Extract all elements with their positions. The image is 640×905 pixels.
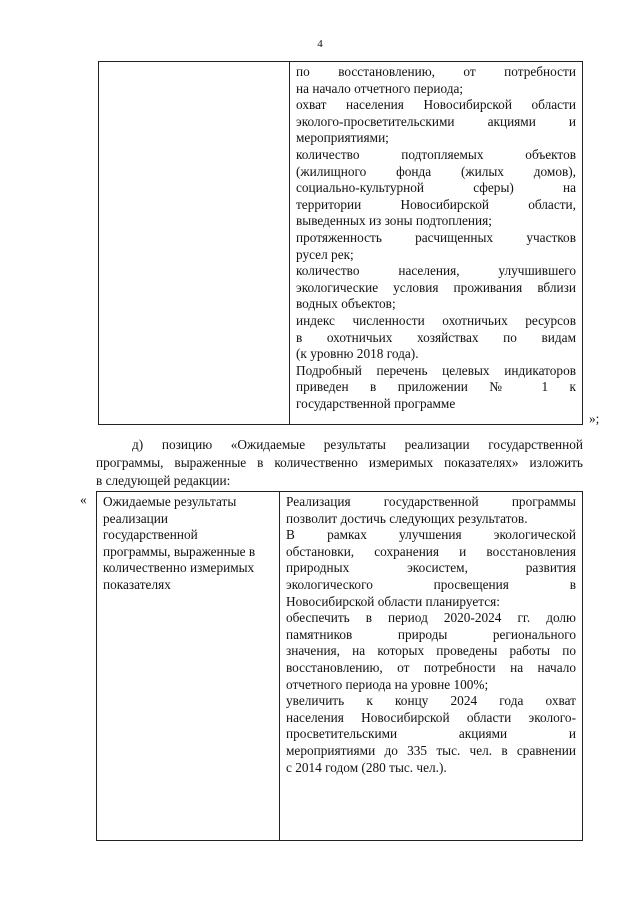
text-line: водных объектов; — [296, 296, 396, 312]
indicators-table-continued — [98, 61, 583, 425]
text-line: количество населения, улучшившего — [296, 263, 576, 279]
text-line: Подробный перечень целевых индикаторов — [296, 362, 576, 378]
text-line: охват населения Новосибирской области — [296, 97, 576, 113]
text-line: государственной программе — [296, 395, 456, 411]
text-line: приведен в приложении № 1 к — [296, 379, 576, 395]
text-line: (к уровню 2018 года). — [296, 346, 419, 362]
text-line: обеспечить в период 2020-2024 гг. долю — [286, 610, 576, 626]
opening-quote: « — [80, 492, 87, 507]
text-line: экологические условия проживания вблизи — [296, 279, 576, 295]
table-cell-empty — [99, 62, 290, 425]
text-line: реализации — [103, 510, 168, 526]
text-line: протяженность расчищенных участков — [296, 229, 576, 245]
text-line: территории Новосибирской области, — [296, 196, 576, 212]
text-line: Реализация государственной программы — [286, 494, 576, 509]
text-line: позволит достичь следующих результатов. — [286, 510, 528, 526]
table-cell-indicators — [290, 62, 583, 425]
table-row — [99, 62, 583, 425]
text-line: на начало отчетного периода; — [296, 80, 464, 96]
text-line: Новосибирской области планируется: — [286, 593, 500, 609]
text-line: отчетного периода на уровне 100%; — [286, 676, 489, 692]
text-line: обстановки, сохранения и восстановления — [286, 543, 576, 559]
text-line: индекс численности охотничьих ресурсов — [296, 312, 576, 328]
text-line: государственной — [103, 527, 198, 543]
table-cell-heading — [97, 492, 280, 841]
text-line: значения, на которых проведены работы по — [286, 643, 576, 659]
text-line: восстановлению, от потребности на начало — [286, 659, 576, 675]
text-line: по восстановлению, от потребности — [296, 64, 576, 79]
table-row — [97, 492, 583, 841]
table-cell-results — [280, 492, 583, 841]
paragraph-line: д) позицию «Ожидаемые результаты реализации государственной — [132, 437, 583, 452]
text-line: населения Новосибирской области эколого- — [286, 709, 576, 725]
text-line: количество подтопляемых объектов — [296, 146, 576, 162]
text-line: природных экосистем, развития — [286, 560, 576, 576]
text-line: эколого-просветительскими акциями и — [296, 113, 576, 129]
paragraph-line: программы, выраженные в количественно измеримых показателях» изложить — [96, 455, 583, 470]
text-line: показателях — [103, 576, 171, 592]
text-line: выведенных из зоны подтопления; — [296, 213, 492, 229]
text-line: увеличить к концу 2024 года охват — [286, 693, 576, 709]
closing-quote: »; — [589, 411, 600, 426]
text-line: количественно измеримых — [103, 560, 255, 576]
paragraph-line: в следующей редакции: — [96, 473, 231, 488]
text-line: с 2014 годом (280 тыс. чел.). — [286, 759, 447, 775]
text-line: программы, выраженные в — [103, 543, 256, 559]
text-line: русел рек; — [296, 246, 354, 262]
text-line: мероприятиями до 335 тыс. чел. в сравнении — [286, 742, 576, 758]
expected-results-table — [96, 491, 583, 841]
text-line: Ожидаемые результаты — [103, 494, 237, 509]
text-line: (жилищного фонда (жилых домов), — [296, 163, 576, 179]
text-line: просветительскими акциями и — [286, 726, 576, 742]
text-line: в охотничьих хозяйствах по видам — [296, 329, 576, 345]
text-line: памятников природы регионального — [286, 626, 576, 642]
text-line: В рамках улучшения экологической — [286, 527, 576, 543]
text-line: мероприятиями; — [296, 130, 389, 146]
amendment-paragraph — [96, 436, 583, 490]
text-line: экологического просвещения в — [286, 576, 576, 592]
page-number: 4 — [317, 38, 323, 50]
text-line: социально-культурной сферы) на — [296, 180, 576, 196]
